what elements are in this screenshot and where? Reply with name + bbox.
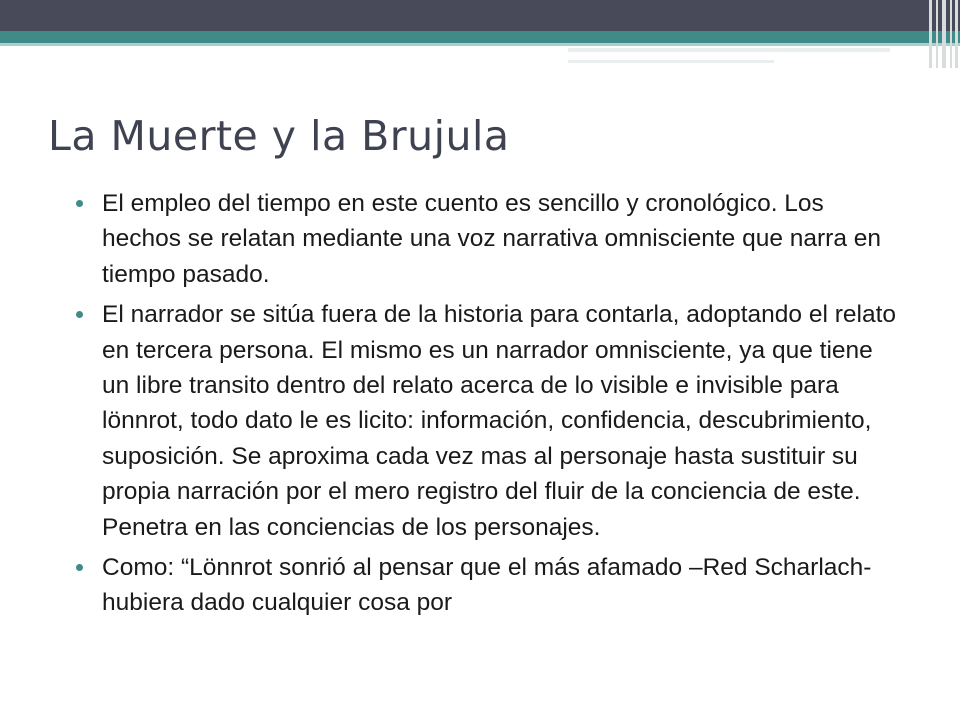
accent-band [0, 31, 960, 43]
decorative-vertical-line [950, 0, 952, 68]
decorative-line [568, 48, 890, 52]
decorative-vertical-line [955, 0, 958, 68]
bullet-item [74, 186, 896, 292]
accent-band-light [0, 43, 960, 46]
bullet-dot-icon [76, 200, 83, 207]
decorative-vertical-line [942, 0, 946, 68]
decorative-line [568, 60, 774, 63]
bullet-dot-icon [76, 564, 83, 571]
decorative-vertical-line [929, 0, 932, 68]
decorative-vertical-line [936, 0, 938, 68]
slide-title: La Muerte y la Brujula [48, 112, 510, 160]
bullet-text: El narrador se sitúa fuera de la historia para contarla, adoptando el relato en tercera persona. El mismo es un narrador omnisciente, ya que tiene un libre transito dentro del relato acerca de lo visible e invisible para lönnrot, todo dato le es licito: información, confidencia, descubrimiento, suposición. Se aproxima cada vez mas al personaje hasta sustituir su propia narración por el mero registro del fluir de la conciencia de este. Penetra en las conciencias de los personajes. [102, 301, 896, 541]
bullet-item [74, 550, 896, 621]
bullet-dot-icon [76, 311, 83, 318]
bullet-text: El empleo del tiempo en este cuento es sencillo y cronológico. Los hechos se relatan mediante una voz narrativa omnisciente que narra en tiempo pasado. [102, 190, 882, 288]
bullet-item [74, 297, 896, 545]
bullet-list [74, 186, 896, 621]
header-bar [0, 0, 960, 31]
slide-body [74, 186, 896, 720]
bullet-text: Como: “Lönnrot sonrió al pensar que el más afamado –Red Scharlach- hubiera dado cualquier cosa por [102, 554, 872, 617]
